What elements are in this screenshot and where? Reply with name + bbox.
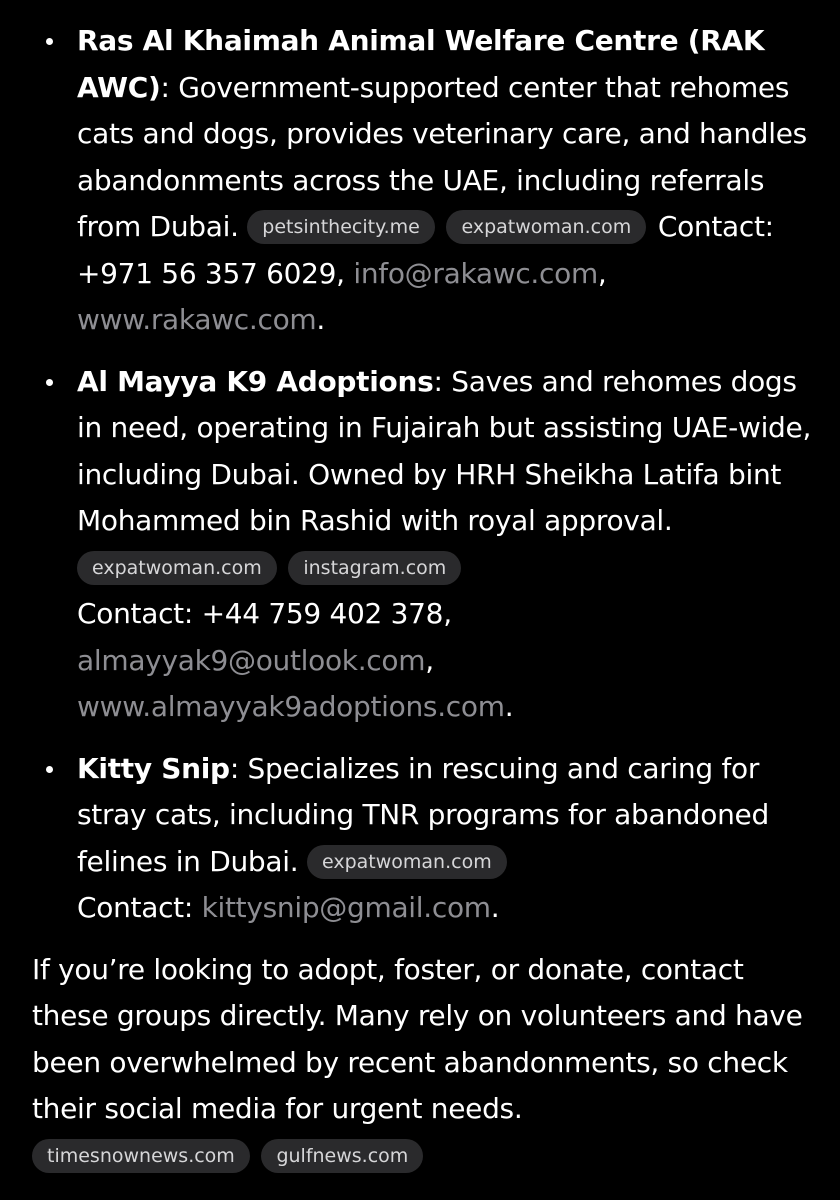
punctuation: . [504,690,514,723]
org-description: Saves and rehomes dogs in need, operating in Fujairah but assisting UAE-wide, including Dubai. Owned by HRH Sheikha Latifa bint Mohammed bin Rashid with royal approval. [77,364,812,537]
org-description: Specializes in rescuing and caring for stray cats, including TNR programs for abandoned felines in Dubai. [77,751,769,878]
source-chip[interactable]: expatwoman.com [446,210,646,244]
punctuation: . [316,303,325,336]
bullet-icon [46,38,53,45]
separator: : [433,364,452,398]
list-item [32,746,818,932]
org-name: Kitty Snip [77,751,230,785]
punctuation: , [425,643,434,677]
organization-list [32,18,818,932]
summary-sources [32,1139,818,1186]
contact-label: Contact: [77,891,193,924]
source-chip[interactable]: gulfnews.com [261,1139,423,1173]
website-link[interactable]: www.almayyak9adoptions.com [77,690,505,723]
source-chip[interactable]: expatwoman.com [307,845,507,879]
email-link[interactable]: info@rakawc.com [353,256,598,290]
website-link[interactable]: www.rakawc.com [77,303,317,336]
org-name: Al Mayya K9 Adoptions [77,364,434,398]
bullet-icon [46,379,53,386]
list-item [32,18,818,344]
source-chip[interactable]: petsinthecity.me [247,210,435,244]
punctuation: . [490,891,500,924]
separator: : [160,70,179,104]
contact-label: Contact: +44 759 402 378, [77,597,452,630]
source-chip[interactable]: timesnownews.com [32,1139,250,1173]
contact-label: Contact: +971 56 357 6029, [77,210,774,290]
org-name: Ras Al Khaimah Animal Welfare Centre (RAK AWC) [77,24,765,104]
email-link[interactable]: almayyak9@outlook.com [77,643,426,677]
source-chip[interactable]: expatwoman.com [77,551,277,585]
bullet-icon [46,766,53,773]
summary-paragraph: If you’re looking to adopt, foster, or donate, contact these groups directly. Many rely on volunteers and have been overwhelmed by recent abandonments, so check their social media for urgent needs. [32,952,803,1125]
source-chip[interactable]: instagram.com [288,551,461,585]
email-link[interactable]: kittysnip@gmail.com [201,891,491,924]
separator: : [229,751,248,785]
list-item [32,359,818,731]
org-description: Government-supported center that rehomes cats and dogs, provides veterinary care, and handles abandonments across the UAE, including referrals from Dubai. [77,70,807,243]
punctuation: , [597,256,607,290]
